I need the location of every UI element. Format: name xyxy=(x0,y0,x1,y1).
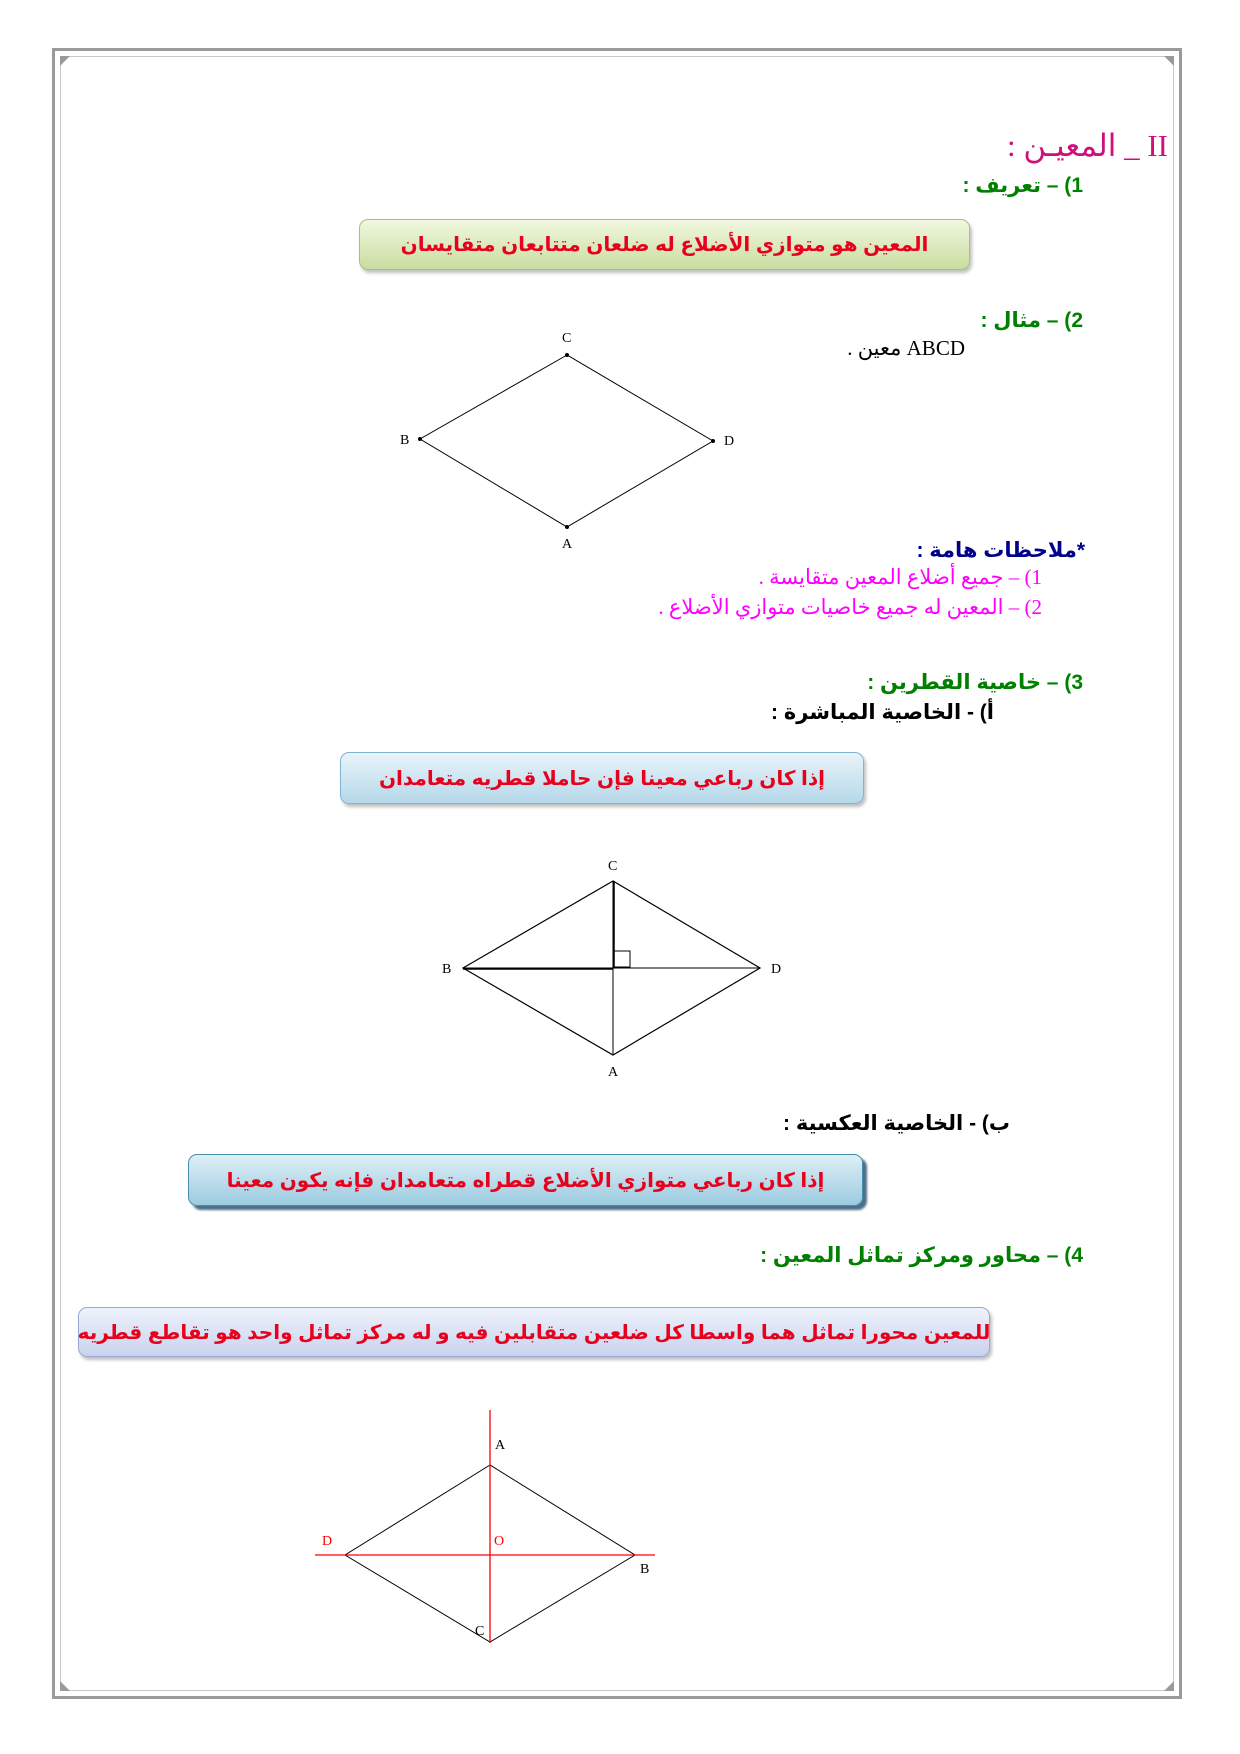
definition-text: المعين هو متوازي الأضلاع له ضلعان متتابعان متقايسان xyxy=(400,234,929,256)
label-a: A xyxy=(608,1065,619,1080)
section-title: II _ المعيـن : xyxy=(1007,128,1168,163)
right-angle-mark xyxy=(614,951,630,967)
example-sentence: ABCD معين . xyxy=(847,336,965,360)
label-b: B xyxy=(640,1562,650,1577)
symmetry-box xyxy=(78,1307,990,1357)
label-a: A xyxy=(495,1438,506,1453)
label-b: B xyxy=(442,962,452,977)
label-d: D xyxy=(771,962,782,977)
vertex-c xyxy=(565,353,569,357)
label-a: A xyxy=(562,537,573,548)
label-c: C xyxy=(608,859,618,874)
note-item-1: 1) – جميع أضلاع المعين متقايسة . xyxy=(758,565,1042,589)
rhombus-figure-symmetry xyxy=(300,1395,680,1645)
direct-property-text: إذا كان رباعي معينا فإن حاملا قطريه متعامدان xyxy=(378,767,826,790)
symmetry-text: للمعين محورا تماثل هما واسطا كل ضلعين متقابلين فيه و له مركز تماثل واحد هو تقاطع قطريه xyxy=(77,1321,991,1344)
converse-property-text: إذا كان رباعي متوازي الأضلاع قطراه متعامدان فإنه يكون معينا xyxy=(226,1169,825,1192)
label-c: C xyxy=(562,331,572,346)
notes-heading: *ملاحظات هامة : xyxy=(916,539,1085,562)
rhombus-figure-diagonals xyxy=(430,850,800,1090)
symmetry-heading: 4) – محاور ومركز تماثل المعين : xyxy=(760,1244,1083,1267)
rhombus-abcd xyxy=(420,355,713,527)
rhombus-figure-example xyxy=(380,328,750,548)
vertex-a xyxy=(565,525,569,529)
label-d: D xyxy=(724,434,735,449)
converse-property-heading: ب) - الخاصية العكسية : xyxy=(783,1112,1010,1135)
converse-property-box xyxy=(188,1154,863,1206)
label-c: C xyxy=(475,1624,485,1639)
label-d: D xyxy=(322,1534,333,1549)
example-heading: 2) – مثال : xyxy=(980,309,1083,332)
note-item-2: 2) – المعين له جميع خاصيات متوازي الأضلاع . xyxy=(658,595,1042,619)
diagonals-heading: 3) – خاصية القطرين : xyxy=(867,671,1083,694)
definition-heading: 1) – تعريف : xyxy=(962,174,1083,197)
vertex-b xyxy=(418,437,422,441)
label-o: O xyxy=(494,1534,505,1549)
direct-property-heading: أ) - الخاصية المباشرة : xyxy=(771,701,994,724)
direct-property-box xyxy=(340,752,864,804)
vertex-d xyxy=(711,439,715,443)
definition-box xyxy=(359,219,970,270)
label-b: B xyxy=(400,433,410,448)
